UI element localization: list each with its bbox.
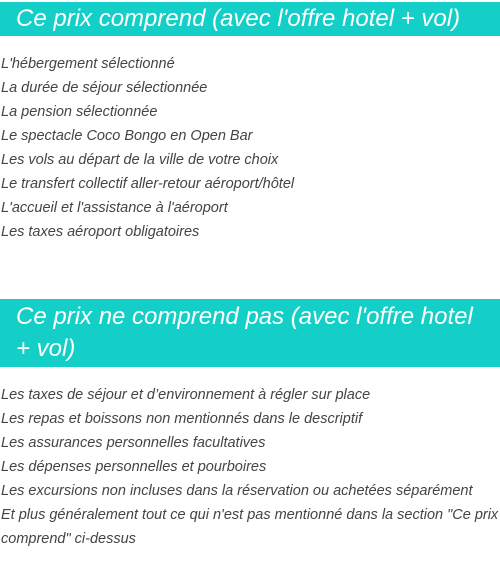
excluded-item: Et plus généralement tout ce qui n'est pas mentionné dans la section "Ce prix comprend" ci-dessus bbox=[1, 507, 499, 547]
excluded-item: Les repas et boissons non mentionnés dans le descriptif bbox=[1, 411, 363, 427]
included-item: Le transfert collectif aller-retour aéroport/hôtel bbox=[1, 176, 295, 192]
included-item: L'hébergement sélectionné bbox=[1, 56, 175, 72]
excluded-item: Les excursions non incluses dans la réservation ou achetées séparément bbox=[1, 483, 473, 499]
included-item: Le spectacle Coco Bongo en Open Bar bbox=[1, 128, 253, 144]
included-item: Les taxes aéroport obligatoires bbox=[1, 224, 200, 240]
excluded-section-title: Ce prix ne comprend pas (avec l'offre hotel + vol) bbox=[0, 299, 500, 367]
included-item: Les vols au départ de la ville de votre choix bbox=[1, 152, 279, 168]
excluded-section bbox=[0, 299, 500, 551]
included-section bbox=[0, 2, 500, 244]
excluded-item: Les assurances personnelles facultatives bbox=[1, 435, 266, 451]
included-item: La durée de séjour sélectionnée bbox=[1, 80, 208, 96]
excluded-list bbox=[0, 383, 500, 551]
excluded-item: Les taxes de séjour et d’environnement à régler sur place bbox=[1, 387, 371, 403]
excluded-item: Les dépenses personnelles et pourboires bbox=[1, 459, 267, 475]
included-list bbox=[0, 52, 500, 244]
included-item: L'accueil et l'assistance à l'aéroport bbox=[1, 200, 228, 216]
included-section-title: Ce prix comprend (avec l'offre hotel + vol) bbox=[0, 2, 500, 36]
included-item: La pension sélectionnée bbox=[1, 104, 158, 120]
